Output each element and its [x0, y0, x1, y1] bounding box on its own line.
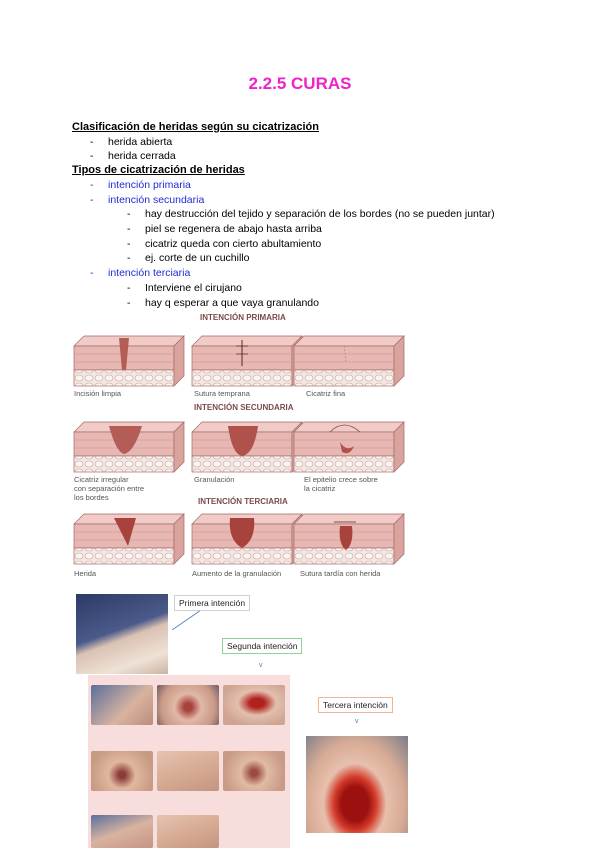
primary-stage-2 — [192, 336, 302, 386]
tertiary-stage-1 — [74, 514, 184, 564]
tertiary-stage-2 — [192, 514, 302, 564]
dash-marker: - — [127, 223, 131, 235]
wound-photo — [223, 751, 285, 791]
classification-item: herida cerrada — [108, 150, 176, 162]
secondary-label-1: Cicatriz irregular con separación entre los bordes — [74, 475, 145, 502]
healing-intention-figure — [70, 312, 410, 580]
type-tertiary: intención terciaria — [108, 267, 191, 279]
primary-label-3: Cicatriz fina — [306, 389, 346, 398]
dash-marker: - — [90, 136, 94, 148]
page-title: 2.2.5 CURAS — [248, 74, 352, 93]
third-intention-photo — [306, 736, 408, 833]
dash-marker: - — [90, 194, 94, 206]
figure-primary-title: INTENCIÓN PRIMARIA — [200, 313, 286, 322]
secondary-point: piel se regenera de abajo hasta arriba — [145, 223, 322, 235]
second-intention-photo-grid — [88, 675, 290, 848]
wound-photo — [157, 685, 219, 725]
chevron-down-icon: v — [355, 718, 359, 725]
tertiary-stage-3 — [294, 514, 404, 564]
secondary-stage-1 — [74, 422, 184, 472]
callout-third-intention: Tercera intención — [318, 697, 393, 713]
tertiary-label-2: Aumento de la granulación — [192, 569, 282, 578]
types-heading: Tipos de cicatrización de heridas — [72, 164, 245, 176]
primary-label-2: Sutura temprana — [194, 389, 250, 398]
primary-label-1: Incisión limpia — [74, 389, 122, 398]
tertiary-label-1: Herida — [74, 569, 97, 578]
wound-photo — [91, 815, 153, 848]
callout-second-intention: Segunda intención — [222, 638, 302, 654]
secondary-label-3: El epitelio crece sobre la cicatriz — [304, 475, 378, 493]
dash-marker: - — [127, 238, 131, 250]
secondary-stage-2 — [192, 422, 302, 472]
tertiary-point: Interviene el cirujano — [145, 282, 242, 294]
dash-marker: - — [127, 297, 131, 309]
tertiary-point: hay q esperar a que vaya granulando — [145, 297, 319, 309]
dash-marker: - — [127, 208, 131, 220]
chevron-down-icon: v — [259, 662, 263, 669]
classification-item: herida abierta — [108, 136, 173, 148]
dash-marker: - — [127, 252, 131, 264]
wound-photo — [157, 815, 219, 848]
type-secondary: intención secundaria — [108, 194, 205, 206]
secondary-point: hay destrucción del tejido y separación de los bordes (no se pueden juntar) — [145, 208, 495, 220]
primary-stage-3 — [294, 336, 404, 386]
wound-photo — [157, 751, 219, 791]
dash-marker: - — [90, 179, 94, 191]
callout-first-intention: Primera intención — [174, 595, 250, 611]
secondary-label-2: Granulación — [194, 475, 235, 484]
secondary-point: cicatriz queda con cierto abultamiento — [145, 238, 322, 250]
figure-tertiary-title: INTENCIÓN TERCIARIA — [198, 497, 288, 506]
dash-marker: - — [90, 267, 94, 279]
tertiary-label-3: Sutura tardía con herida — [300, 569, 381, 578]
wound-photo — [223, 685, 285, 725]
wound-photo — [91, 751, 153, 791]
secondary-stage-3 — [294, 422, 404, 472]
figure-secondary-title: INTENCIÓN SECUNDARIA — [194, 403, 294, 412]
dash-marker: - — [90, 150, 94, 162]
classification-heading: Clasificación de heridas según su cicatrización — [72, 121, 319, 133]
primary-stage-1 — [74, 336, 184, 386]
wound-photo — [91, 685, 153, 725]
dash-marker: - — [127, 282, 131, 294]
secondary-point: ej. corte de un cuchillo — [145, 252, 250, 264]
first-intention-photo — [76, 594, 168, 674]
type-primary: intención primaria — [108, 179, 191, 191]
